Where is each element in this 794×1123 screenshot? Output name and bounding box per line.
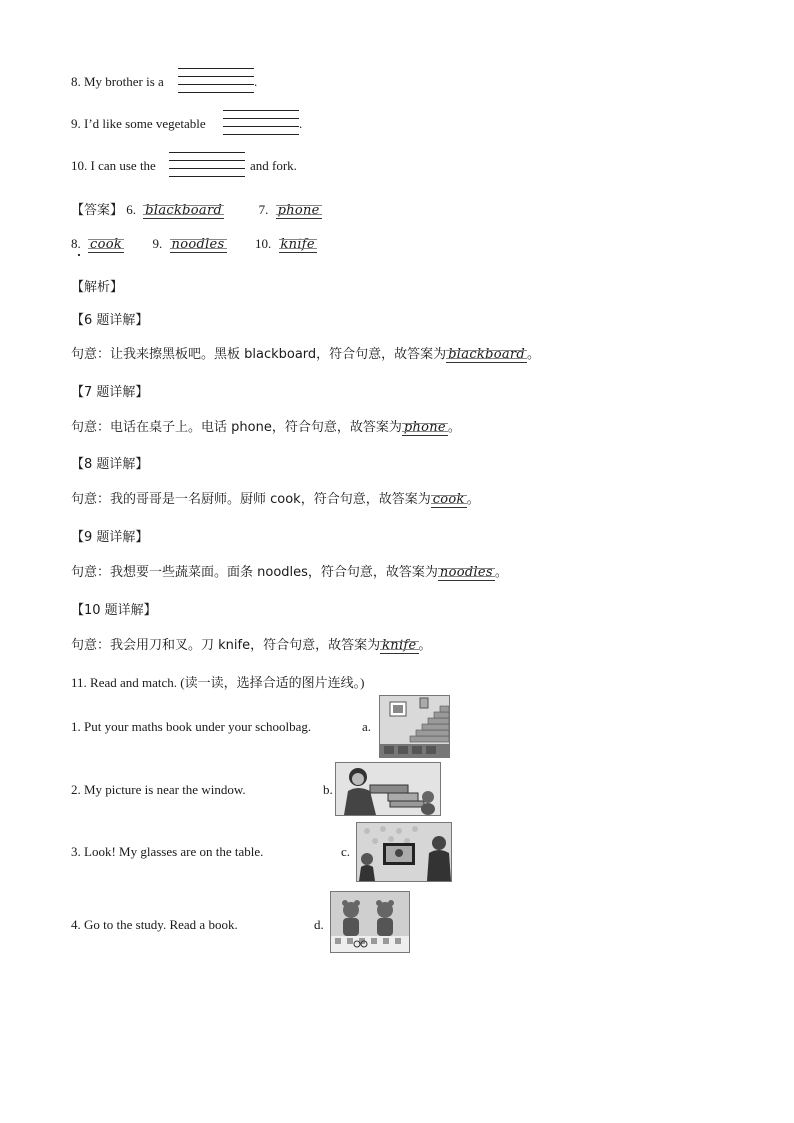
analysis-7-text: 句意：电话在桌子上。电话 phone，符合句意，故答案为	[71, 420, 402, 435]
match-letter-b: b.	[323, 782, 333, 797]
analysis-7-answer	[402, 420, 448, 436]
analysis-7-body	[71, 416, 461, 436]
analysis-10-tail: 。	[418, 638, 432, 653]
analysis-8-answer	[431, 492, 467, 508]
answer-7-num: 7.	[258, 202, 269, 217]
answer-10-num: 10.	[255, 236, 272, 251]
match-letter-a: a.	[362, 719, 372, 734]
analysis-10-text: 句意：我会用刀和叉。刀 knife，符合句意，故答案为	[71, 638, 381, 653]
answer-9	[170, 236, 227, 253]
analysis-10-heading: 【10 题详解】	[71, 603, 157, 618]
analysis-8-text: 句意：我的哥哥是一名厨师。厨师 cook，符合句意，故答案为	[71, 492, 431, 507]
analysis-9-tail: 。	[494, 565, 508, 580]
answer-8-word: cook	[90, 237, 123, 252]
match-letter-c: c.	[341, 844, 351, 859]
match-item-1: 1. Put your maths book under your schoolbag.	[71, 719, 312, 734]
match-item-3: 3. Look! My glasses are on the table.	[71, 844, 264, 859]
analysis-6-text: 句意：让我来擦黑板吧。黑板 blackboard，符合句意，故答案为	[71, 347, 447, 362]
girl-with-books-illustration	[336, 763, 440, 815]
picture-a-stairs[interactable]	[379, 695, 450, 758]
question-9-text: 9. I’d like some vegetable	[71, 116, 206, 131]
answer-blank-9[interactable]	[223, 110, 299, 142]
question-10	[71, 158, 156, 174]
analysis-7-answer-word: phone	[403, 420, 446, 435]
analysis-9-text: 句意：我想要一些蔬菜面。面条 noodles，符合句意，故答案为	[71, 565, 438, 580]
question-10-end: and fork.	[250, 158, 297, 173]
match-item-4: 4. Go to the study. Read a book.	[71, 917, 238, 932]
answer-label: 【答案】	[71, 203, 124, 218]
match-letter-d: d.	[314, 917, 324, 932]
answer-8-num: 8.	[71, 236, 81, 251]
analysis-6-tail: 。	[527, 347, 541, 362]
answer-9-word: noodles	[171, 237, 225, 252]
analysis-8-heading: 【8 题详解】	[71, 457, 149, 472]
analysis-9-heading: 【9 题详解】	[71, 530, 149, 545]
analysis-9-body	[71, 561, 508, 581]
answer-10	[279, 236, 317, 253]
analysis-10-answer	[380, 638, 418, 654]
question-8-text: 8. My brother is a	[71, 74, 164, 89]
analysis-10-body	[71, 634, 432, 654]
answer-blank-8[interactable]	[178, 68, 254, 100]
question-9-end: .	[299, 116, 303, 131]
answer-10-word: knife	[280, 237, 315, 252]
answer-6-word: blackboard	[145, 203, 223, 218]
match-item-2: 2. My picture is near the window.	[71, 782, 246, 797]
answer-8	[88, 236, 124, 253]
question-9	[71, 116, 206, 132]
answer-6-num: 6.	[126, 202, 137, 217]
analysis-label: 【解析】	[71, 280, 124, 295]
picture-b-girl-books[interactable]	[335, 762, 441, 816]
analysis-9-answer-word: noodles	[439, 565, 493, 580]
analysis-6-answer	[446, 347, 527, 363]
answer-7	[276, 202, 322, 219]
question-10-text: 10. I can use the	[71, 158, 156, 173]
answer-9-num: 9.	[152, 236, 163, 251]
answer-6	[143, 202, 224, 219]
analysis-10-answer-word: knife	[382, 638, 417, 653]
analysis-8-body	[71, 488, 480, 508]
bullet-dot	[78, 254, 80, 256]
analysis-9-answer	[438, 565, 495, 581]
analysis-6-answer-word: blackboard	[448, 347, 526, 362]
analysis-8-answer-word: cook	[432, 492, 465, 507]
picture-d-bears[interactable]	[330, 891, 410, 953]
section-11-title: 11. Read and match. (读一读，选择合适的图片连线。)	[71, 675, 365, 690]
question-8-end: .	[254, 74, 258, 89]
stairs-illustration	[380, 696, 449, 757]
picture-c-tv-room[interactable]	[356, 822, 452, 882]
answer-7-word: phone	[277, 203, 320, 218]
bears-illustration	[331, 892, 409, 952]
analysis-6-body	[71, 343, 540, 363]
answers-row-2	[71, 236, 317, 253]
analysis-7-tail: 。	[447, 420, 461, 435]
analysis-6-heading: 【6 题详解】	[71, 313, 149, 328]
analysis-8-tail: 。	[466, 492, 480, 507]
analysis-7-heading: 【7 题详解】	[71, 385, 149, 400]
answer-blank-10[interactable]	[169, 152, 245, 184]
tv-room-illustration	[357, 823, 451, 881]
answers-row-1	[71, 199, 322, 219]
question-8	[71, 74, 164, 90]
